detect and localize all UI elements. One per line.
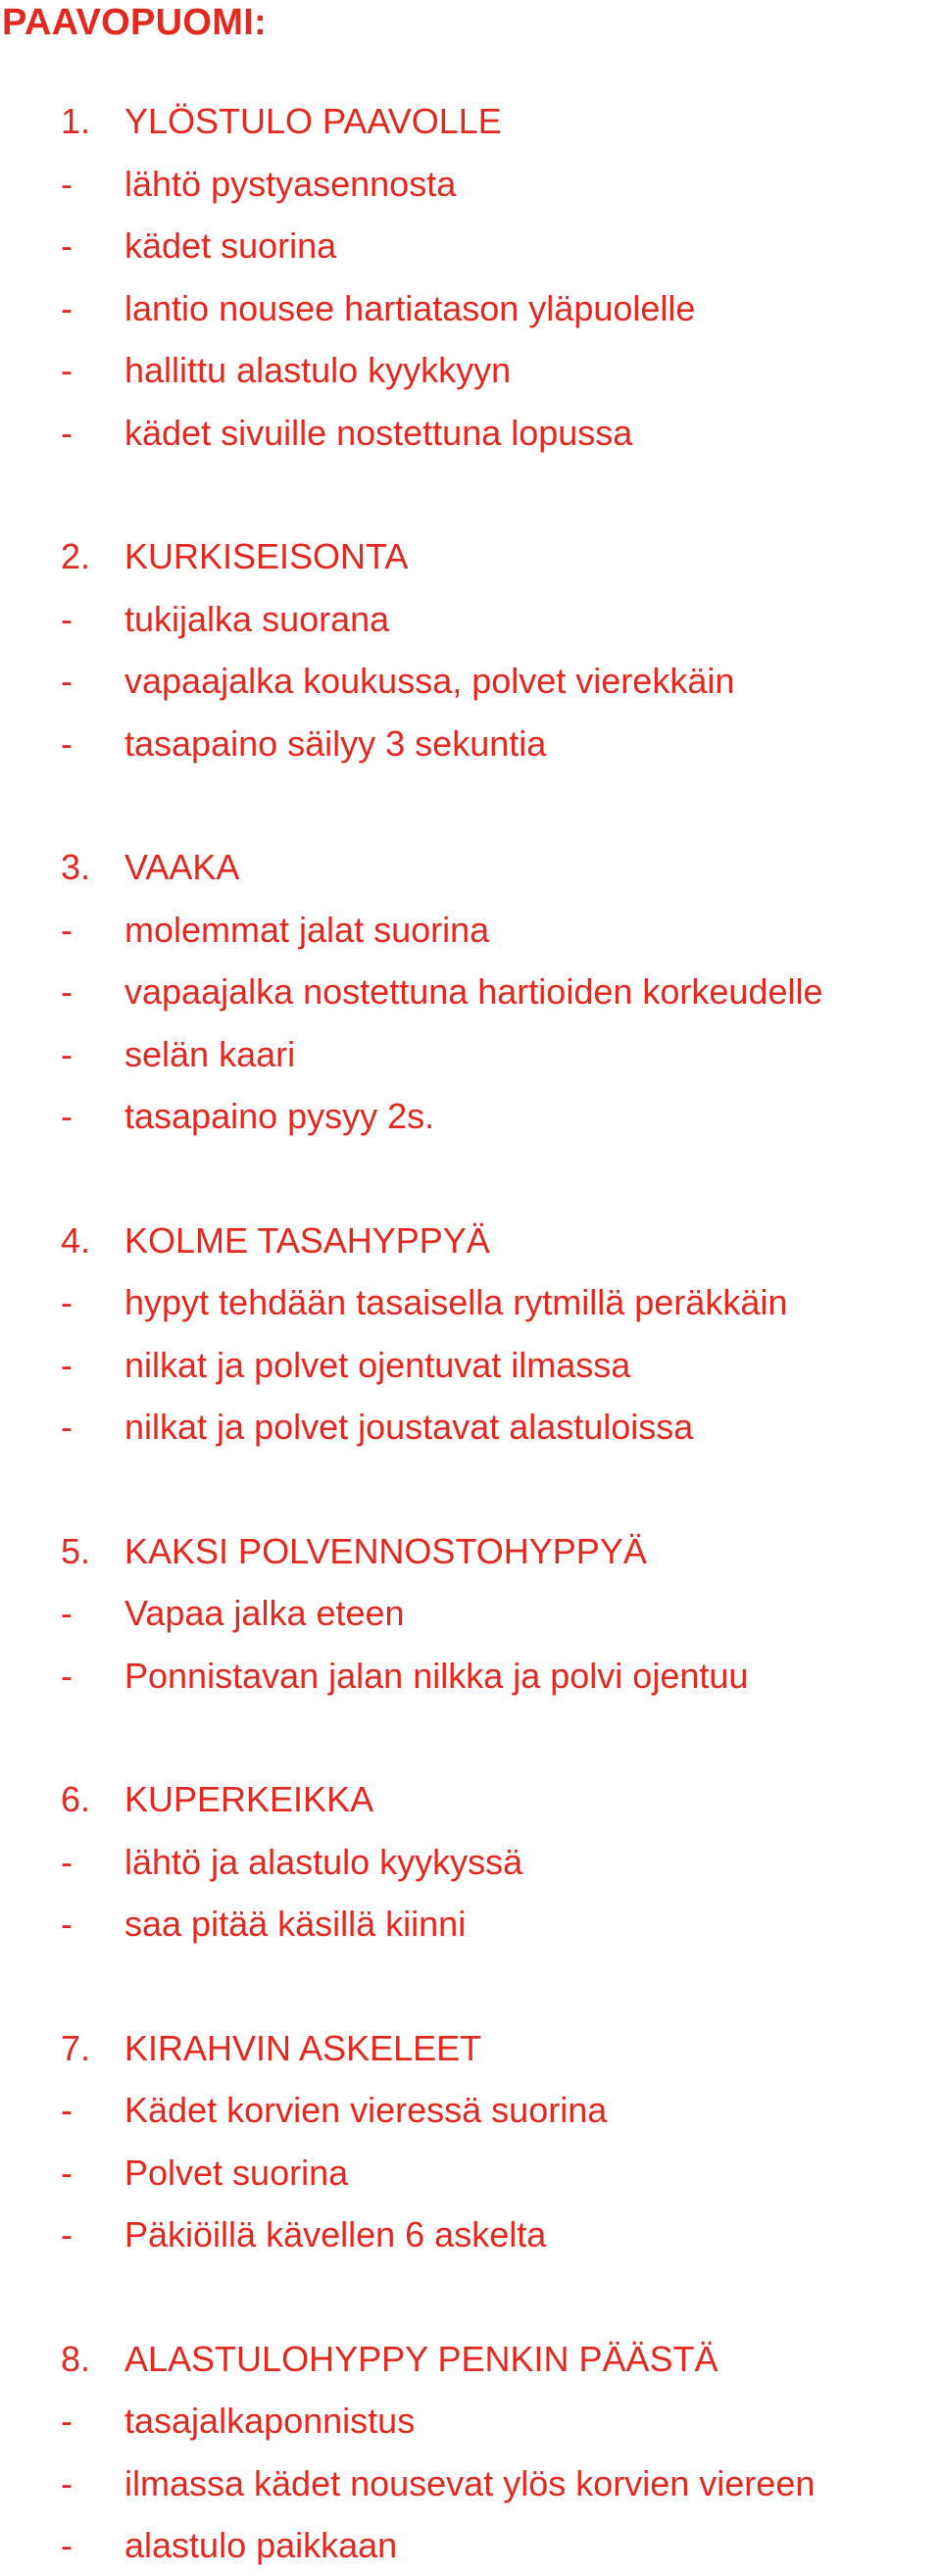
- page-title: PAAVOPUOMI:: [2, 2, 268, 43]
- bullet-dash: -: [61, 1096, 73, 1136]
- list-item-text: hallittu alastulo kyykkyyn: [124, 350, 512, 390]
- list-item-text: nilkat ja polvet joustavat alastuloissa: [124, 1407, 694, 1447]
- section-heading-text: KIRAHVIN ASKELEET: [124, 2027, 482, 2068]
- list-item-text: kädet suorina: [124, 225, 337, 266]
- section-number: 3.: [61, 847, 91, 887]
- bullet-dash: -: [61, 350, 73, 390]
- bullet-dash: -: [61, 163, 73, 204]
- bullet-dash: -: [61, 2525, 73, 2565]
- section-number: 2.: [61, 536, 91, 576]
- list-item-text: Vapaa jalka eteen: [124, 1593, 405, 1633]
- list-item-text: nilkat ja polvet ojentuvat ilmassa: [124, 1344, 631, 1385]
- bullet-dash: -: [61, 1841, 73, 1882]
- list-item-text: vapaajalka nostettuna hartioiden korkeudelle: [124, 971, 823, 1012]
- bullet-dash: -: [61, 1344, 73, 1385]
- list-item-text: molemmat jalat suorina: [124, 909, 490, 950]
- bullet-dash: -: [61, 598, 73, 639]
- bullet-dash: -: [61, 2462, 73, 2503]
- bullet-dash: -: [61, 225, 73, 266]
- list-item-text: selän kaari: [124, 1033, 296, 1074]
- bullet-dash: -: [61, 2401, 73, 2441]
- list-item-text: kädet sivuille nostettuna lopussa: [124, 412, 633, 453]
- bullet-dash: -: [61, 287, 73, 328]
- bullet-dash: -: [61, 1407, 73, 1447]
- bullet-dash: -: [61, 971, 73, 1012]
- bullet-dash: -: [61, 909, 73, 950]
- list-item-text: tasapaino säilyy 3 sekuntia: [124, 722, 547, 764]
- section-heading-text: YLÖSTULO PAAVOLLE: [124, 101, 502, 141]
- bullet-dash: -: [61, 1282, 73, 1322]
- section-number: 8.: [61, 2338, 91, 2379]
- bullet-dash: -: [61, 2214, 73, 2254]
- list-item-text: alastulo paikkaan: [124, 2525, 398, 2565]
- list-item-text: Päkiöillä kävellen 6 askelta: [124, 2214, 547, 2254]
- section-number: 1.: [61, 101, 91, 141]
- bullet-dash: -: [61, 2152, 73, 2193]
- bullet-dash: -: [61, 1593, 73, 1633]
- list-item-text: lähtö pystyasennosta: [124, 163, 457, 204]
- list-item-text: vapaajalka koukussa, polvet vierekkäin: [124, 661, 735, 701]
- bullet-dash: -: [61, 1655, 73, 1696]
- list-item-text: lähtö ja alastulo kyykyssä: [124, 1841, 523, 1882]
- bullet-dash: -: [61, 412, 73, 453]
- section-heading-text: KURKISEISONTA: [124, 536, 409, 576]
- section-heading-text: VAAKA: [124, 847, 240, 887]
- list-item-text: lantio nousee hartiatason yläpuolelle: [124, 287, 696, 328]
- list-item-text: saa pitää käsillä kiinni: [124, 1904, 467, 1944]
- section-number: 7.: [61, 2027, 91, 2068]
- bullet-dash: -: [61, 722, 73, 764]
- section-number: 5.: [61, 1530, 91, 1571]
- list-item-text: Polvet suorina: [124, 2152, 349, 2193]
- list-item-text: hypyt tehdään tasaisella rytmillä peräkkäin: [124, 1282, 788, 1322]
- list-item-text: tasapaino pysyy 2s.: [124, 1096, 435, 1136]
- bullet-dash: -: [61, 1033, 73, 1074]
- list-item-text: tasajalkaponnistus: [124, 2401, 416, 2441]
- section-heading-text: KUPERKEIKKA: [124, 1779, 374, 1819]
- bullet-dash: -: [61, 1904, 73, 1944]
- section-heading-text: KAKSI POLVENNOSTOHYPPYÄ: [124, 1530, 647, 1571]
- section-heading-text: ALASTULOHYPPY PENKIN PÄÄSTÄ: [124, 2338, 718, 2379]
- section-heading-text: KOLME TASAHYPPYÄ: [124, 1219, 490, 1261]
- bullet-dash: -: [61, 661, 73, 701]
- section-number: 6.: [61, 1779, 91, 1819]
- list-item-text: ilmassa kädet nousevat ylös korvien viereen: [124, 2462, 816, 2503]
- section-number: 4.: [61, 1219, 91, 1261]
- list-item-text: Kädet korvien vieressä suorina: [124, 2090, 608, 2130]
- list-item-text: tukijalka suorana: [124, 598, 390, 639]
- list-item-text: Ponnistavan jalan nilkka ja polvi ojentuu: [124, 1655, 749, 1696]
- bullet-dash: -: [61, 2090, 73, 2130]
